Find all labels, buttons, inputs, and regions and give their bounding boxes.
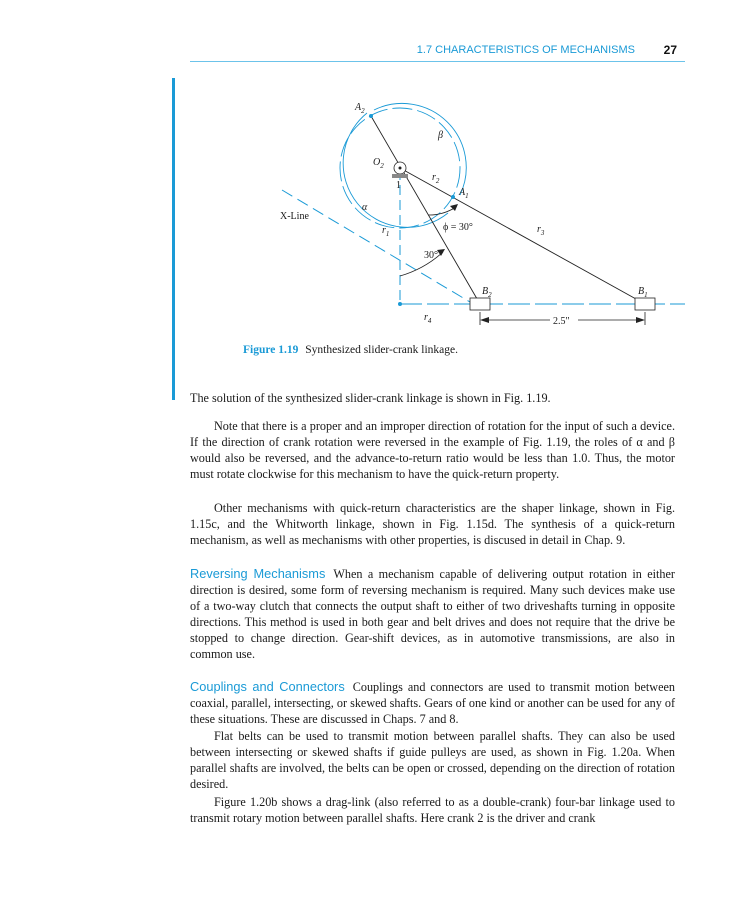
label-o2: $O_2$: [373, 157, 384, 170]
figure-caption: [243, 344, 458, 356]
heading-couplings-connectors: Couplings and Connectors: [190, 679, 345, 694]
thirty-arrow: [437, 249, 445, 256]
paragraph-1: The solution of the synthesized slider-crank linkage is shown in Fig. 1.19.: [190, 391, 551, 405]
label-thirty: 30°: [424, 250, 438, 261]
link-o2-b1: [400, 168, 645, 304]
paragraph-3: Other mechanisms with quick-return characteristics are the shaper linkage, shown in Fig. 1.15c, and the Whitworth linkage, shown in Fig. 1.15d. The synthesis of a quick-return mechanism, as well as mechanisms with other properties, is discused in detail in Chap. 9.: [190, 501, 675, 548]
phi-arc: [428, 207, 456, 215]
paragraph-2: Note that there is a proper and an improper direction of rotation for the input of such a device. If the direction of crank rotation were reversed in the example of Fig. 1.19, the roles of α and β would also be reversed, and the advance-to-return ratio would be less than 1.0. Thus, the motor must rotate clockwise for this mechanism to have the quick-return property.: [190, 419, 675, 482]
label-dimension: 2.5": [553, 316, 570, 327]
point-a1: [451, 195, 455, 199]
paragraph-5: Couplings and connectors are used to transmit motion between coaxial, parallel, intersecting, or skewed shafts. Gears of one kind or another can be used for any of these situations. These are discussed in Chaps. 7 and 8.: [190, 680, 675, 727]
label-a2: $A_2$: [355, 102, 365, 115]
label-a1: $A_1$: [459, 187, 469, 200]
label-r3: $r_3$: [537, 224, 545, 237]
point-a2: [369, 114, 373, 118]
paragraph-4: When a mechanism capable of delivering output rotation in either direction is desired, some form of reversing mechanism is required. Many such devices make use of a two-way clutch that connects the output shaft to either of two driveshafts turning in opposite directions. This method is used in both gear and belt drives and does not require that the drive be stopped to change direction. Gear-shift devices, as in automotive transmissions, are also in common use.: [190, 567, 675, 662]
label-phi: ϕ = 30°: [443, 222, 473, 233]
label-b1: $B_1$: [638, 286, 648, 299]
paragraph-7: Figure 1.20b shows a drag-link (also referred to as a double-crank) four-bar linkage used to transmit rotary motion between parallel shafts. Here crank 2 is the driver and crank: [190, 795, 675, 826]
ground-hatch: [392, 174, 408, 178]
section-reversing: [190, 566, 675, 663]
slider-b2: [470, 298, 490, 310]
x-line: [282, 190, 475, 305]
label-r2: $r_2$: [432, 172, 440, 185]
beta-arc: [374, 103, 466, 195]
label-link-1: 1: [396, 180, 401, 191]
paragraph-6: Flat belts can be used to transmit motion between parallel shafts. They can also be used between intersecting or skewed shafts if guide pulleys are used, as shown in Fig. 1.20a. When parallel shafts are involved, the belts can be open or crossed, depending on the direction of rotation desired.: [190, 729, 675, 792]
label-x-line: X-Line: [280, 211, 309, 222]
label-b2: $B_2$: [482, 286, 492, 299]
slider-crank-figure: [0, 0, 737, 360]
section-couplings: [190, 679, 675, 727]
heading-reversing-mechanisms: Reversing Mechanisms: [190, 566, 326, 581]
caption-label: Figure 1.19: [243, 344, 299, 356]
dim-arrow-right: [636, 317, 645, 323]
label-r1: $r_1$: [382, 225, 390, 238]
caption-text: Synthesized slider-crank linkage.: [305, 344, 458, 356]
label-beta: β: [438, 130, 443, 141]
label-r4: $r_4$: [424, 312, 432, 325]
header-section-title: 1.7 CHARACTERISTICS OF MECHANISMS: [416, 44, 635, 56]
header-page-number: 27: [663, 43, 677, 57]
pivot-o2-center: [399, 167, 402, 170]
slider-b1: [635, 298, 655, 310]
offset-point: [398, 302, 402, 306]
dim-arrow-left: [480, 317, 489, 323]
label-alpha: α: [362, 202, 368, 213]
